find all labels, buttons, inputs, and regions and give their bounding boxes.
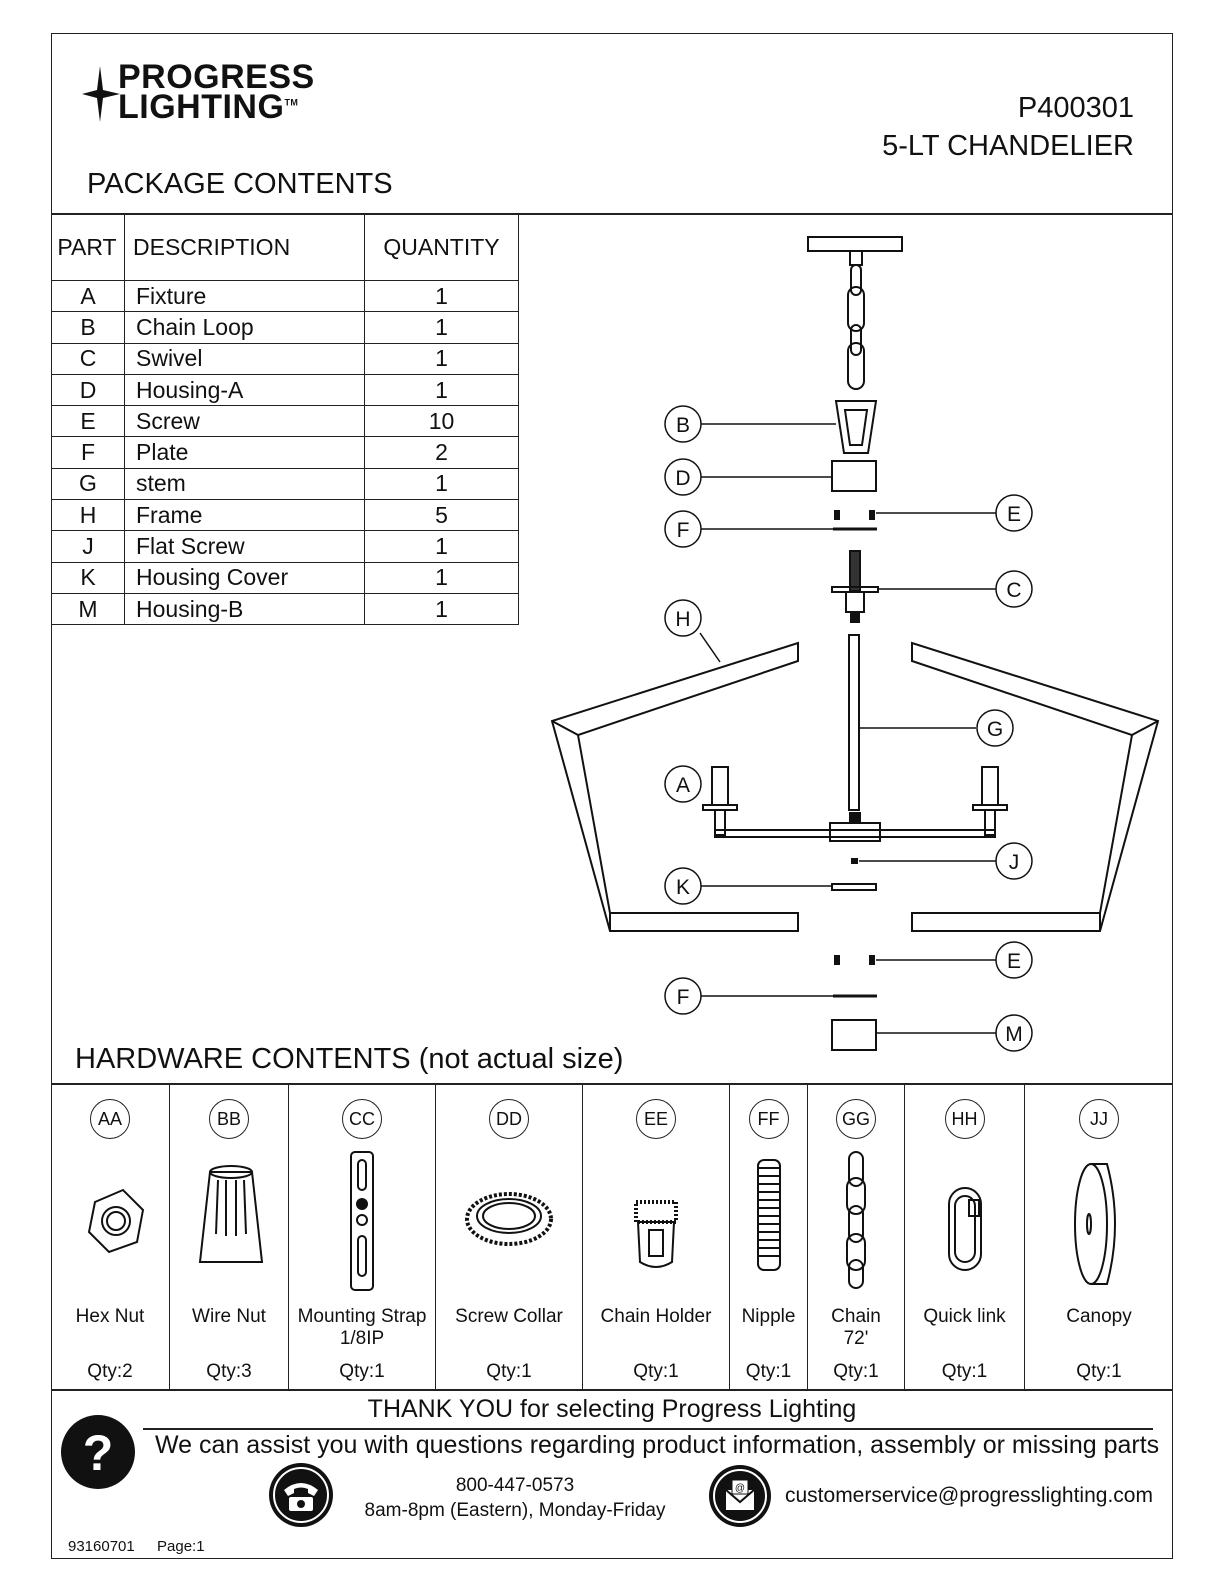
parts-row	[52, 343, 519, 374]
swivel-threads	[850, 551, 860, 591]
hardware-qty: Qty:1	[833, 1361, 879, 1382]
part-letter: J	[52, 531, 125, 562]
hardware-contents-title: HARDWARE CONTENTS (not actual size)	[75, 1043, 624, 1075]
part-quantity: 1	[365, 343, 519, 374]
label-k: K	[675, 876, 691, 899]
part-quantity: 1	[365, 281, 519, 312]
email-address[interactable]: customerservice@progresslighting.com	[785, 1484, 1153, 1507]
part-description: Swivel	[125, 343, 365, 374]
parts-row	[52, 500, 519, 531]
label-b: B	[675, 414, 691, 437]
header-description: DESCRIPTION	[125, 215, 365, 281]
label-e-lower: E	[1006, 950, 1022, 973]
svg-text:@: @	[734, 1483, 746, 1494]
header-quantity: QUANTITY	[365, 215, 519, 281]
hardware-code: CC	[342, 1099, 382, 1139]
phone-hours: 8am-8pm (Eastern), Monday-Friday	[364, 1500, 666, 1521]
hardware-item-mounting-strap	[289, 1084, 436, 1389]
housing-a-shape	[832, 461, 876, 491]
email-icon	[708, 1464, 772, 1528]
nipple-icon	[730, 1144, 808, 1294]
quick-link-icon	[905, 1144, 1025, 1294]
screw-collar-icon	[436, 1144, 583, 1294]
footer-divider	[143, 1428, 1153, 1430]
part-letter: F	[52, 437, 125, 468]
part-letter: E	[52, 406, 125, 437]
phone-contact	[350, 1473, 680, 1523]
fixture-shape	[703, 767, 1007, 841]
label-f-upper: F	[676, 519, 690, 542]
parts-table	[51, 214, 519, 625]
part-letter: G	[52, 468, 125, 499]
part-description: Housing-B	[125, 593, 365, 624]
thank-you-message: THANK YOU for selecting Progress Lighting	[367, 1395, 857, 1423]
svg-text:?: ?	[82, 1425, 114, 1481]
flat-screw-shape	[852, 859, 857, 863]
hardware-qty: Qty:1	[339, 1361, 385, 1382]
part-letter: M	[52, 593, 125, 624]
label-e-upper: E	[1006, 503, 1022, 526]
hardware-code: AA	[90, 1099, 130, 1139]
part-letter: H	[52, 500, 125, 531]
label-j: J	[1008, 851, 1020, 874]
part-description: Housing Cover	[125, 562, 365, 593]
hardware-item-nipple	[730, 1084, 808, 1389]
hardware-qty: Qty:2	[87, 1361, 133, 1382]
parts-row	[52, 406, 519, 437]
hardware-name: Quick link	[923, 1306, 1006, 1327]
hardware-qty: Qty:1	[633, 1361, 679, 1382]
label-a: A	[675, 774, 691, 797]
hardware-name: Hex Nut	[75, 1306, 145, 1327]
hardware-name: Screw Collar	[455, 1306, 563, 1327]
part-description: Screw	[125, 406, 365, 437]
part-letter: D	[52, 374, 125, 405]
mounting-strap-icon	[289, 1144, 436, 1294]
parts-row	[52, 593, 519, 624]
hardware-item-canopy	[1025, 1084, 1173, 1389]
package-contents-title: PACKAGE CONTENTS	[87, 168, 393, 200]
part-quantity: 1	[365, 374, 519, 405]
brand-line2: LIGHTING™	[118, 88, 299, 126]
parts-row	[52, 281, 519, 312]
hardware-name: Chain Holder	[600, 1306, 712, 1327]
hardware-item-chain-holder	[583, 1084, 730, 1389]
exploded-diagram	[540, 225, 1170, 1055]
hardware-code: HH	[945, 1099, 985, 1139]
label-c: C	[1006, 579, 1022, 602]
hardware-code: FF	[749, 1099, 789, 1139]
assist-message: We can assist you with questions regarding product information, assembly or missing parts	[155, 1431, 1160, 1459]
hardware-bottom-divider	[51, 1389, 1173, 1391]
chain-holder-icon	[583, 1144, 730, 1294]
hardware-code: JJ	[1079, 1099, 1119, 1139]
document-number: 93160701	[68, 1538, 135, 1555]
brand-line1: PROGRESS	[118, 58, 315, 96]
star-icon	[80, 64, 120, 124]
hardware-qty: Qty:3	[206, 1361, 252, 1382]
parts-row	[52, 312, 519, 343]
hardware-name: Nipple	[741, 1306, 796, 1327]
model-number: P400301	[1017, 92, 1134, 124]
chain-drawing	[848, 251, 864, 389]
housing-b-shape	[832, 1020, 876, 1050]
hardware-item-chain	[808, 1084, 905, 1389]
hardware-name: Canopy	[1066, 1306, 1132, 1327]
parts-row	[52, 374, 519, 405]
part-letter: K	[52, 562, 125, 593]
question-icon	[60, 1414, 136, 1490]
brand-logo	[80, 58, 330, 128]
hardware-code: BB	[209, 1099, 249, 1139]
part-description: Flat Screw	[125, 531, 365, 562]
label-g: G	[986, 718, 1004, 741]
wire-nut-icon	[170, 1144, 289, 1294]
label-f-lower: F	[676, 986, 690, 1009]
hardware-name: Wire Nut	[192, 1306, 266, 1327]
canopy-top	[808, 237, 902, 251]
housing-cover-shape	[832, 884, 876, 890]
phone-number[interactable]: 800-447-0573	[455, 1475, 575, 1496]
page-number: Page:1	[157, 1538, 205, 1555]
canopy-icon	[1025, 1144, 1173, 1294]
header-part: PART	[52, 215, 125, 281]
part-description: stem	[125, 468, 365, 499]
hardware-row	[51, 1084, 1173, 1389]
part-description: Fixture	[125, 281, 365, 312]
part-letter: A	[52, 281, 125, 312]
part-quantity: 1	[365, 468, 519, 499]
part-description: Frame	[125, 500, 365, 531]
parts-row	[52, 437, 519, 468]
hardware-size: 1/8IP	[339, 1328, 385, 1349]
part-quantity: 1	[365, 593, 519, 624]
hardware-item-hex-nut	[51, 1084, 170, 1389]
hardware-name: Chain	[831, 1306, 881, 1327]
hardware-qty: Qty:1	[486, 1361, 532, 1382]
part-description: Housing-A	[125, 374, 365, 405]
hex-nut-icon	[51, 1144, 170, 1294]
part-quantity: 1	[365, 531, 519, 562]
frame-right-shape	[912, 643, 1158, 931]
part-quantity: 10	[365, 406, 519, 437]
label-m: M	[1005, 1023, 1023, 1046]
hardware-qty: Qty:1	[1076, 1361, 1122, 1382]
parts-row	[52, 531, 519, 562]
hardware-code: EE	[636, 1099, 676, 1139]
stem-shape	[849, 635, 859, 810]
part-description: Chain Loop	[125, 312, 365, 343]
part-quantity: 1	[365, 312, 519, 343]
hardware-code: GG	[836, 1099, 876, 1139]
part-letter: C	[52, 343, 125, 374]
hardware-qty: Qty:1	[745, 1361, 792, 1382]
hardware-item-quick-link	[905, 1084, 1025, 1389]
parts-row	[52, 562, 519, 593]
part-description: Plate	[125, 437, 365, 468]
phone-icon	[268, 1462, 334, 1528]
label-d: D	[675, 467, 691, 490]
hardware-item-screw-collar	[436, 1084, 583, 1389]
hardware-code: DD	[489, 1099, 529, 1139]
part-quantity: 2	[365, 437, 519, 468]
hardware-length: 72'	[843, 1328, 869, 1349]
parts-table-header	[52, 215, 519, 281]
product-name: 5-LT CHANDELIER	[882, 130, 1134, 162]
hardware-name: Mounting Strap	[297, 1306, 427, 1327]
parts-row	[52, 468, 519, 499]
part-letter: B	[52, 312, 125, 343]
label-h: H	[675, 608, 691, 631]
hardware-item-wire-nut	[170, 1084, 289, 1389]
chain-icon	[808, 1144, 905, 1294]
part-quantity: 1	[365, 562, 519, 593]
part-quantity: 5	[365, 500, 519, 531]
hardware-qty: Qty:1	[941, 1361, 988, 1382]
